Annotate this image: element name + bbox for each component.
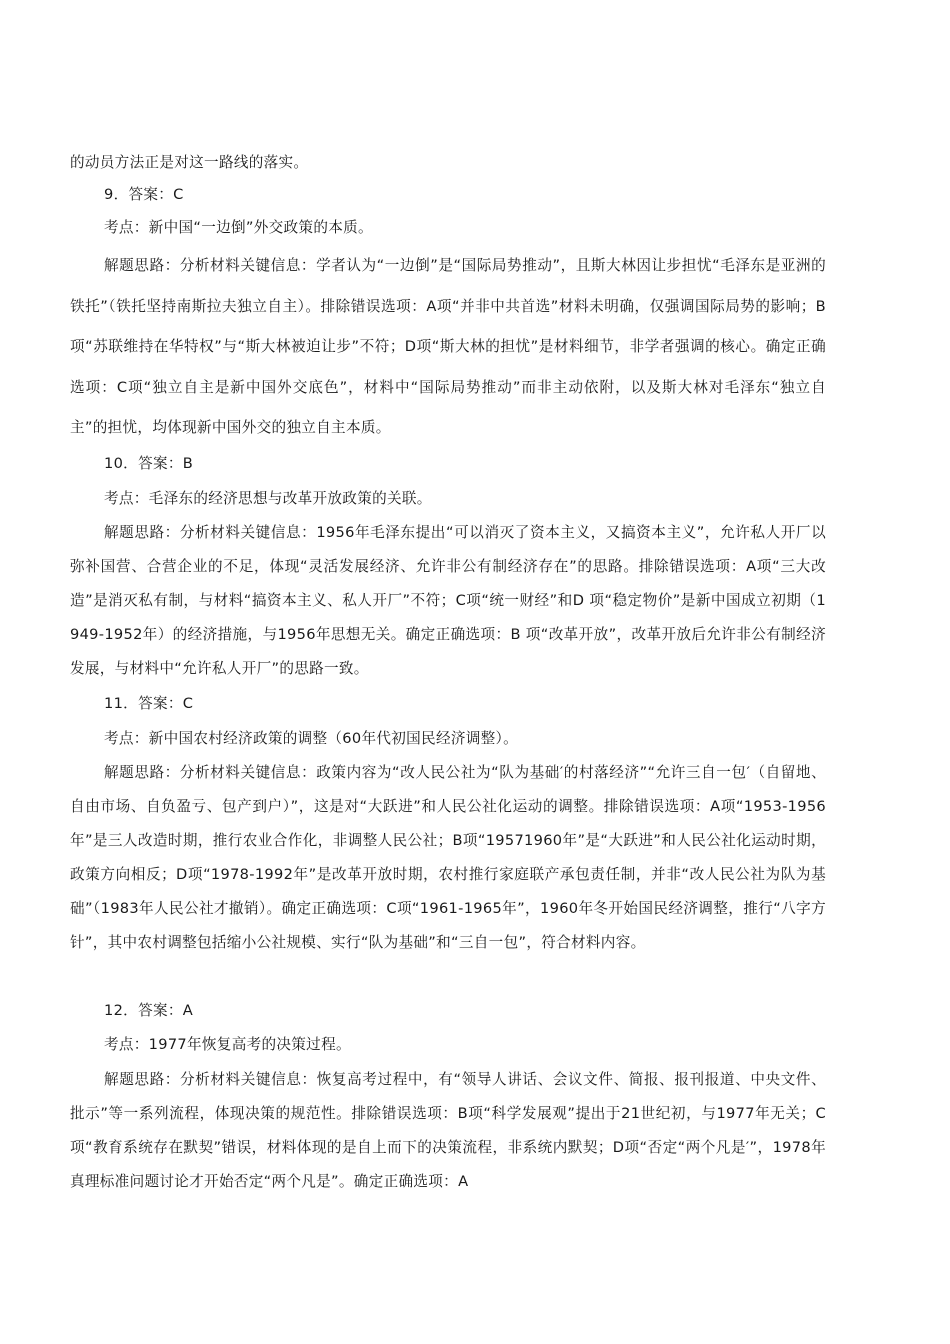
q9-topic: 考点：新中国“一边倒”外交政策的本质。 xyxy=(104,219,373,236)
q9-answer: 9．答案：C xyxy=(104,186,184,203)
q9-analysis: 解题思路：分析材料关键信息：学者认为“一边倒”是“国际局势推动”，且斯大林因让步担忧“毛泽东是亚洲的铁托”（铁托坚持南斯拉夫独立自主）。排除错误选项：A项“并非中共首选”材料未明确，仅强调国际局势的影响；B项“苏联维持在华特权”与“斯大林被迫让步”不符；D项“斯大林的担忧”是材料细节，非学者强调的核心。确定正确选项：C项“独立自主是新中国外交底色”，材料中“国际局势推动”而非主动依附，以及斯大林对毛泽东“独立自主”的担忧，均体现新中国外交的独立自主本质。 xyxy=(70,257,826,437)
q12-topic: 考点：1977年恢复高考的决策过程。 xyxy=(104,1036,351,1053)
q10-answer: 10．答案：B xyxy=(104,455,194,472)
q10-analysis: 解题思路：分析材料关键信息：1956年毛泽东提出“可以消灭了资本主义，又搞资本主义”，允许私人开厂以弥补国营、合营企业的不足，体现“灵活发展经济、允许非公有制经济存在”的思路。排除错误选项：A项“三大改造”是消灭私有制，与材料“搞资本主义、私人开厂”不符；C项“统一财经”和D 项“稳定物价”是新中国成立初期（1949-1952年）的经济措施，与1956年思想无关。确定正确选项：B 项“改革开放”，改革开放后允许非公有制经济发展，与材料中“允许私人开厂”的思路一致。 xyxy=(70,524,826,677)
q12-analysis: 解题思路：分析材料关键信息：恢复高考过程中，有“领导人讲话、会议文件、简报、报刊报道、中央文件、批示”等一系列流程，体现决策的规范性。排除错误选项：B项“科学发展观”提出于21世纪初，与1977年无关；C项“教育系统存在默契”错误，材料体现的是自上而下的决策流程，非系统内默契；D项“否定“两个凡是′”，1978年真理标准问题讨论才开始否定“两个凡是”。确定正确选项：A xyxy=(70,1071,826,1190)
q11-answer: 11．答案：C xyxy=(104,695,194,712)
q12-answer: 12．答案：A xyxy=(104,1002,194,1019)
q11-topic: 考点：新中国农村经济政策的调整（60年代初国民经济调整）。 xyxy=(104,730,519,747)
q11-analysis: 解题思路：分析材料关键信息：政策内容为“改人民公社为“队为基础′的村落经济”“允许三自一包′（自留地、自由市场、自负盈亏、包产到户）”，这是对“大跃进”和人民公社化运动的调整。排除错误选项：A项“1953-1956年”是三人改造时期，推行农业合作化，非调整人民公社；B项“19571960年”是“大跃进”和人民公社化运动时期，政策方向相反；D项“1978-1992年”是改革开放时期，农村推行家庭联产承包责任制，并非“改人民公社为队为基础”（1983年人民公社才撤销）。确定正确选项：C项“1961-1965年”，1960年冬开始国民经济调整，推行“八字方针”，其中农村调整包括缩小公社规模、实行“队为基础”和“三自一包”，符合材料内容。 xyxy=(70,764,826,951)
continuation-text: 的动员方法正是对这一路线的落实。 xyxy=(70,154,309,171)
q10-topic: 考点：毛泽东的经济思想与改革开放政策的关联。 xyxy=(104,490,432,507)
